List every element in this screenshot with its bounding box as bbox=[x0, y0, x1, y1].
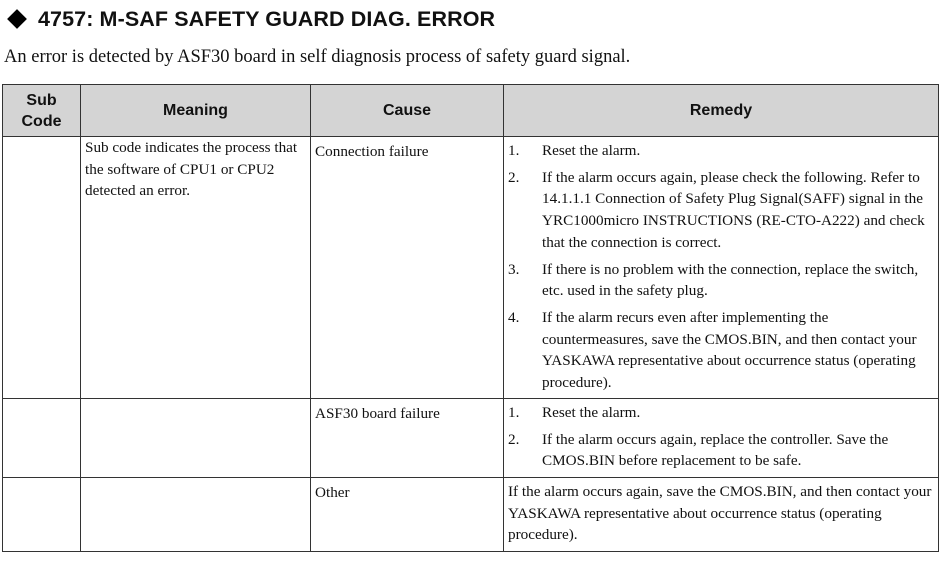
remedy-step: 4. If the alarm recurs even after implementing the countermeasures, save the CMOS.BIN, and then contact your YASKAWA representative about occurrence status (operating procedure). bbox=[508, 308, 917, 392]
meaning-cell: Sub code indicates the process that the software of CPU1 or CPU2 detected an error. bbox=[81, 137, 311, 399]
remedy-step: 1. Reset the alarm. bbox=[508, 404, 641, 421]
meaning-cell bbox=[81, 478, 311, 552]
page-title: 4757: M-SAF SAFETY GUARD DIAG. ERROR bbox=[38, 6, 496, 31]
cause-cell: Other bbox=[311, 478, 504, 552]
remedy-step: 2. If the alarm occurs again, please check the following. Refer to 14.1.1.1 Connection of Safety Plug Signal(SAFF) signal in the YRC1000micro INSTRUCTIONS (RE-CTO-A222) and check that the connection is correct. bbox=[508, 168, 925, 251]
remedy-step: 1. Reset the alarm. bbox=[508, 142, 641, 159]
table-row bbox=[3, 137, 939, 399]
meaning-cell bbox=[81, 399, 311, 478]
header-meaning: Meaning bbox=[81, 85, 311, 137]
diamond-icon bbox=[7, 9, 27, 29]
remedy-cell: If the alarm occurs again, save the CMOS.BIN, and then contact your YASKAWA representative about occurrence status (operating procedure). bbox=[504, 478, 939, 552]
sub-code-cell bbox=[3, 478, 81, 552]
header-sub-code: Sub Code bbox=[3, 85, 81, 137]
header-cause: Cause bbox=[311, 85, 504, 137]
sub-code-cell bbox=[3, 137, 81, 399]
page-heading bbox=[4, 5, 495, 33]
sub-code-cell bbox=[3, 399, 81, 478]
remedy-step: 3. If there is no problem with the connection, replace the switch, etc. used in the safety plug. bbox=[508, 260, 919, 300]
remedy-cell bbox=[504, 399, 939, 478]
error-table bbox=[2, 84, 939, 552]
remedy-steps bbox=[508, 140, 934, 394]
table-row bbox=[3, 478, 939, 552]
remedy-cell bbox=[504, 137, 939, 399]
cause-cell: ASF30 board failure bbox=[311, 399, 504, 478]
remedy-step: 2. If the alarm occurs again, replace the controller. Save the CMOS.BIN before replacement to be safe. bbox=[508, 430, 889, 470]
table-header-row bbox=[3, 85, 939, 137]
cause-cell: Connection failure bbox=[311, 137, 504, 399]
table-row bbox=[3, 399, 939, 478]
header-remedy: Remedy bbox=[504, 85, 939, 137]
remedy-steps bbox=[508, 402, 934, 472]
error-description: An error is detected by ASF30 board in self diagnosis process of safety guard signal. bbox=[4, 47, 631, 67]
